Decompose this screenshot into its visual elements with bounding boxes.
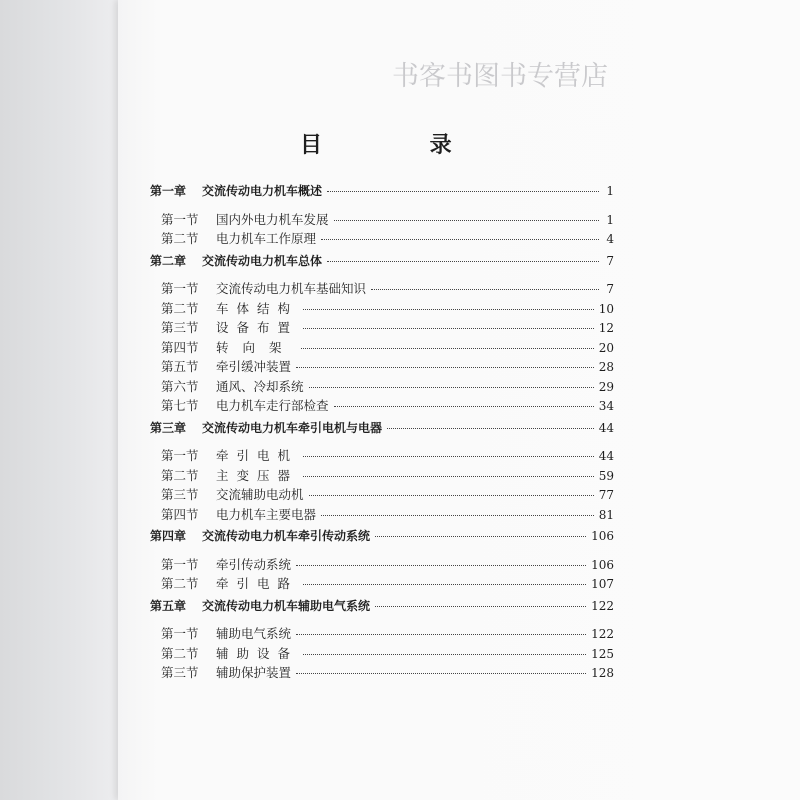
book-binding-shadow: [0, 0, 122, 800]
toc-section-row: [150, 624, 614, 644]
page-number: 44: [598, 449, 614, 463]
dot-leader: [303, 456, 594, 457]
section-number: 第三节: [161, 665, 199, 680]
toc-section-row: [150, 338, 614, 358]
page-number: 128: [591, 666, 614, 680]
toc-chapter-row: [150, 419, 614, 439]
section-number: 第三节: [161, 320, 199, 335]
section-title: 主变压器: [216, 467, 299, 483]
section-title: 设备布置: [216, 320, 299, 335]
dot-leader: [334, 406, 594, 407]
section-title: 牵引传动系统: [216, 556, 292, 572]
page-number: 28: [598, 360, 614, 374]
page-number: 125: [591, 646, 614, 661]
section-title: 国内外电力机车发展: [216, 211, 329, 227]
toc-section-row: [150, 446, 614, 466]
dot-leader: [296, 565, 586, 566]
dot-leader: [303, 476, 594, 477]
toc-section-row: [150, 574, 614, 594]
page-number: 106: [591, 529, 614, 543]
dot-leader: [303, 328, 594, 329]
section-number: 第二节: [161, 576, 199, 591]
section-title: 牵引电路: [216, 576, 299, 591]
dot-leader: [296, 634, 586, 635]
section-title: 交流传动电力机车基础知识: [216, 281, 367, 296]
page-number: 10: [598, 301, 614, 316]
section-number: 第五节: [161, 359, 199, 374]
page-number: 122: [591, 627, 614, 641]
section-number: 第二节: [161, 467, 199, 483]
dot-leader: [301, 348, 594, 349]
chapter-title: 交流传动电力机车总体: [202, 253, 323, 268]
dot-leader: [327, 261, 599, 262]
section-title: 牵引缓冲装置: [216, 359, 292, 374]
dot-leader: [321, 515, 594, 516]
section-number: 第三节: [161, 487, 199, 502]
page-number: 77: [598, 488, 614, 502]
chapter-title: 交流传动电力机车辅助电气系统: [202, 598, 371, 613]
section-title: 电力机车走行部检查: [216, 398, 329, 413]
section-title: 通风、冷却系统: [216, 378, 304, 394]
section-title: 辅助电气系统: [216, 626, 292, 641]
toc-title: 目 录: [300, 132, 502, 158]
page-number: 59: [598, 468, 614, 483]
section-number: 第二节: [161, 645, 199, 661]
chapter-title: 交流传动电力机车牵引电机与电器: [202, 420, 383, 435]
page-number: 7: [606, 282, 614, 296]
dot-leader: [387, 428, 594, 429]
section-title: 交流辅助电动机: [216, 487, 304, 502]
toc-section-row: [150, 229, 614, 249]
chapter-number: 第二章: [150, 253, 187, 268]
page-number: 1: [606, 184, 614, 198]
section-number: 第一节: [161, 448, 199, 463]
section-number: 第四节: [161, 339, 199, 355]
toc-chapter-row: [150, 182, 614, 202]
section-number: 第一节: [161, 626, 199, 641]
dot-leader: [371, 289, 599, 290]
chapter-number: 第三章: [150, 420, 187, 435]
page-number: 20: [598, 340, 614, 355]
dot-leader: [303, 654, 586, 655]
page-number: 106: [591, 557, 614, 572]
toc-section-row: [150, 505, 614, 525]
toc-section-row: [150, 396, 614, 416]
section-number: 第一节: [161, 556, 199, 572]
dot-leader: [321, 239, 599, 240]
section-number: 第六节: [161, 378, 199, 394]
section-number: 第一节: [161, 211, 199, 227]
section-title: 牵引电机: [216, 448, 299, 463]
chapter-title: 交流传动电力机车概述: [202, 184, 323, 198]
dot-leader: [375, 536, 586, 537]
section-title: 辅助设备: [216, 645, 299, 661]
page-number: 44: [598, 420, 614, 435]
toc-section-row: [150, 466, 614, 486]
toc-section-row: [150, 279, 614, 299]
page-number: 34: [598, 399, 614, 413]
section-number: 第二节: [161, 231, 199, 246]
chapter-number: 第五章: [150, 598, 187, 613]
toc-section-row: [150, 299, 614, 319]
toc-chapter-row: [150, 527, 614, 547]
page-number: 12: [598, 321, 614, 335]
toc-section-row: [150, 485, 614, 505]
section-title: 电力机车主要电器: [216, 506, 317, 522]
toc-section-row: [150, 357, 614, 377]
page-number: 4: [606, 232, 614, 246]
table-of-contents: [150, 182, 614, 683]
page-number: 107: [591, 577, 614, 591]
chapter-number: 第一章: [150, 184, 187, 198]
toc-section-row: [150, 318, 614, 338]
dot-leader: [303, 584, 586, 585]
page-number: 122: [591, 598, 614, 613]
toc-section-row: [150, 644, 614, 664]
dot-leader: [375, 606, 586, 607]
page-number: 7: [606, 253, 614, 268]
dot-leader: [303, 309, 594, 310]
dot-leader: [309, 387, 594, 388]
page-number: 29: [598, 379, 614, 394]
section-number: 第四节: [161, 506, 199, 522]
dot-leader: [309, 495, 594, 496]
chapter-number: 第四章: [150, 529, 187, 543]
toc-section-row: [150, 210, 614, 230]
toc-section-row: [150, 377, 614, 397]
shop-watermark: 书客书图书专营店: [392, 61, 608, 92]
section-title: 转向架: [216, 339, 296, 355]
dot-leader: [296, 367, 594, 368]
chapter-title: 交流传动电力机车牵引传动系统: [202, 529, 371, 543]
section-number: 第二节: [161, 300, 199, 316]
section-title: 辅助保护装置: [216, 665, 292, 680]
section-number: 第七节: [161, 398, 199, 413]
page-number: 81: [598, 507, 614, 522]
section-title: 电力机车工作原理: [216, 231, 317, 246]
toc-chapter-row: [150, 597, 614, 617]
toc-section-row: [150, 555, 614, 575]
page-number: 1: [606, 212, 614, 227]
dot-leader: [334, 220, 599, 221]
toc-section-row: [150, 663, 614, 683]
section-number: 第一节: [161, 281, 199, 296]
toc-chapter-row: [150, 252, 614, 272]
dot-leader: [327, 191, 599, 192]
section-title: 车体结构: [216, 300, 299, 316]
dot-leader: [296, 673, 586, 674]
